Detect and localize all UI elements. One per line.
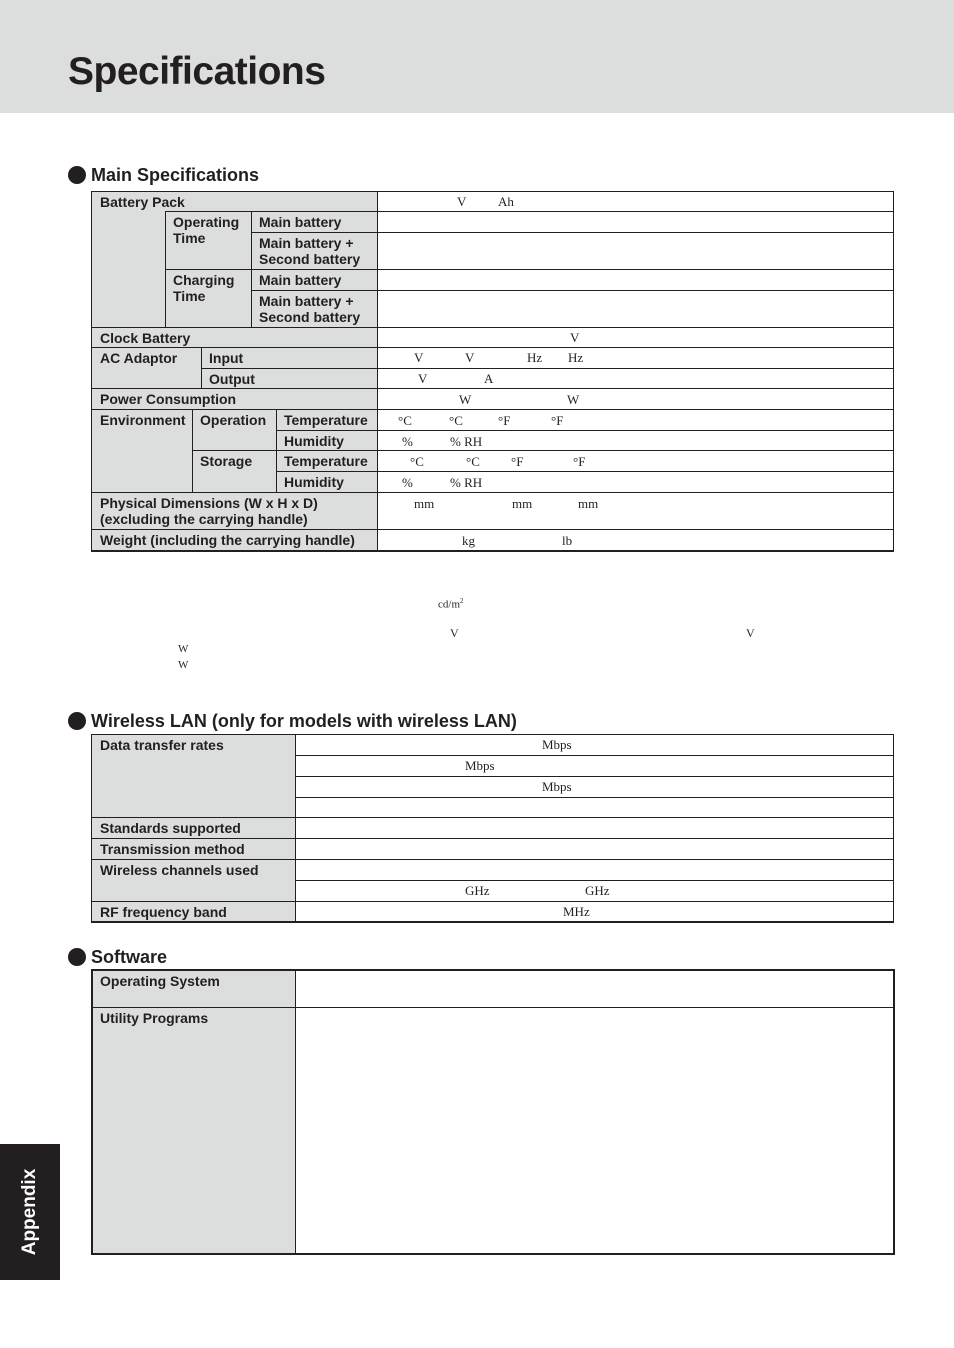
value-ac-input-hz-min: Hz xyxy=(527,350,543,365)
value-st-humidity-max: % RH xyxy=(450,475,483,490)
table-border-bottom xyxy=(91,550,894,552)
section-heading-text: Main Specifications xyxy=(91,164,260,185)
row-line xyxy=(295,880,894,881)
divider xyxy=(276,410,277,493)
row-line xyxy=(91,901,894,902)
value-st-temp-c-min: °C xyxy=(410,454,424,469)
bullet-icon xyxy=(68,166,86,184)
table-border-right xyxy=(893,734,894,923)
value-st-humidity-min: % xyxy=(402,475,413,490)
label-charging-time: Charging Time xyxy=(165,270,251,328)
row-line xyxy=(91,838,894,839)
column-divider xyxy=(377,191,378,552)
row-line xyxy=(165,269,894,270)
row-line xyxy=(276,471,894,472)
divider xyxy=(192,410,193,493)
value-ac-input-hz-max: Hz xyxy=(568,350,584,365)
page-title: Specifications xyxy=(68,50,326,93)
label-transmission-method: Transmission method xyxy=(92,839,295,860)
column-divider xyxy=(295,969,296,1255)
label-op-humidity: Humidity xyxy=(276,431,377,451)
value-battery-volt: V xyxy=(457,194,467,209)
value-data-rate-3: Mbps xyxy=(542,779,572,794)
value-ac-output-amp: A xyxy=(484,371,494,386)
label-input: Input xyxy=(201,348,377,369)
table-border-left xyxy=(91,191,92,552)
label-op-temperature: Temperature xyxy=(276,410,377,431)
row-line xyxy=(91,409,894,410)
label-st-humidity: Humidity xyxy=(276,472,377,493)
value-op-temp-c-max: °C xyxy=(449,413,463,428)
row-line xyxy=(276,430,894,431)
label-operating-system: Operating System xyxy=(92,971,295,1007)
value-power-watt-1: W xyxy=(459,392,472,407)
value-op-humidity-min: % xyxy=(402,434,413,449)
note-luminance-superscript: 2 xyxy=(460,597,464,605)
value-op-humidity-max: % RH xyxy=(450,434,483,449)
label-utility-programs: Utility Programs xyxy=(92,1008,295,1254)
row-line xyxy=(91,859,894,860)
value-ac-input-volt-min: V xyxy=(414,350,424,365)
label-output: Output xyxy=(201,369,377,389)
section-heading-software xyxy=(68,946,167,968)
row-line xyxy=(251,232,894,233)
row-line xyxy=(91,327,894,328)
value-dimension-height: mm xyxy=(512,496,533,511)
row-line xyxy=(91,529,894,530)
note-watt-2: W xyxy=(178,659,189,671)
value-st-temp-f-min: °F xyxy=(511,454,524,469)
value-power-watt-2: W xyxy=(567,392,580,407)
row-line xyxy=(295,776,894,777)
label-ch-main-second-battery: Main battery + Second battery xyxy=(251,291,377,328)
table-border-top xyxy=(91,191,894,192)
label-weight: Weight (including the carrying handle) xyxy=(92,530,377,551)
label-battery-pack-spacer xyxy=(92,212,165,328)
divider xyxy=(165,212,166,328)
table-border-right xyxy=(893,191,894,552)
note-volt-2: V xyxy=(746,626,755,640)
note-watt-1: W xyxy=(178,643,189,655)
note-luminance-unit: $cd/m^2$ xyxy=(438,597,464,611)
label-operation: Operation xyxy=(192,410,276,451)
label-storage: Storage xyxy=(192,451,276,493)
table-border-bottom xyxy=(91,921,894,923)
note-volt-1: V xyxy=(450,626,459,640)
label-rf-frequency-band: RF frequency band xyxy=(92,902,295,922)
value-channels-ghz-2: GHz xyxy=(585,883,610,898)
label-battery-pack: Battery Pack xyxy=(92,192,377,212)
value-ac-input-volt-max: V xyxy=(465,350,475,365)
label-ch-main-battery: Main battery xyxy=(251,270,377,291)
value-data-rate-1: Mbps xyxy=(542,737,572,752)
label-power-consumption: Power Consumption xyxy=(92,389,377,410)
value-dimension-depth: mm xyxy=(578,496,599,511)
bullet-icon xyxy=(68,712,86,730)
divider xyxy=(251,212,252,328)
row-line xyxy=(91,347,894,348)
row-line xyxy=(165,211,894,212)
table-border-right xyxy=(893,969,895,1255)
table-border-left xyxy=(91,734,92,923)
value-st-temp-f-max: °F xyxy=(573,454,586,469)
label-dimensions: Physical Dimensions (W x H x D) (excluding the carrying handle) xyxy=(92,493,377,530)
bullet-icon xyxy=(68,948,86,966)
row-line xyxy=(201,368,894,369)
table-border-top xyxy=(91,969,895,971)
value-op-temp-f-min: °F xyxy=(498,413,511,428)
value-op-temp-c-min: °C xyxy=(398,413,412,428)
label-clock-battery: Clock Battery xyxy=(92,328,377,348)
appendix-side-tab xyxy=(0,1144,60,1280)
row-line xyxy=(91,1007,895,1008)
table-border-top xyxy=(91,734,894,735)
value-st-temp-c-max: °C xyxy=(466,454,480,469)
label-op-main-second-battery: Main battery + Second battery xyxy=(251,233,377,270)
label-ac-adaptor: AC Adaptor xyxy=(92,348,201,389)
table-border-left xyxy=(91,969,93,1255)
row-line xyxy=(295,797,894,798)
value-dimension-width: mm xyxy=(414,496,435,511)
value-weight-lb: lb xyxy=(562,533,573,548)
label-st-temperature: Temperature xyxy=(276,451,377,472)
row-line xyxy=(91,388,894,389)
value-rf-band-mhz: MHz xyxy=(563,904,590,919)
section-heading-text: Wireless LAN (only for models with wireless LAN) xyxy=(91,710,517,731)
row-line xyxy=(192,450,894,451)
value-ac-output-volt: V xyxy=(418,371,428,386)
section-heading-text: Software xyxy=(91,946,168,967)
value-clock-volt: V xyxy=(570,330,580,345)
value-data-rate-2: Mbps xyxy=(465,758,495,773)
value-channels-ghz-1: GHz xyxy=(465,883,490,898)
label-op-main-battery: Main battery xyxy=(251,212,377,233)
column-divider xyxy=(295,734,296,923)
label-wireless-channels: Wireless channels used xyxy=(92,860,295,902)
section-heading-wireless-lan xyxy=(68,710,517,732)
label-environment: Environment xyxy=(92,410,192,493)
row-line xyxy=(91,817,894,818)
label-operating-time: Operating Time xyxy=(165,212,251,270)
label-data-transfer-rates: Data transfer rates xyxy=(92,735,295,818)
value-op-temp-f-max: °F xyxy=(551,413,564,428)
value-battery-ah: Ah xyxy=(498,194,514,209)
value-weight-kg: kg xyxy=(462,533,475,548)
label-standards-supported: Standards supported xyxy=(92,818,295,839)
row-line xyxy=(251,290,894,291)
row-line xyxy=(295,755,894,756)
appendix-tab-label: Appendix xyxy=(19,1168,40,1256)
table-border-bottom xyxy=(91,1253,895,1255)
section-heading-main-specs xyxy=(68,164,259,186)
row-line xyxy=(91,492,894,493)
